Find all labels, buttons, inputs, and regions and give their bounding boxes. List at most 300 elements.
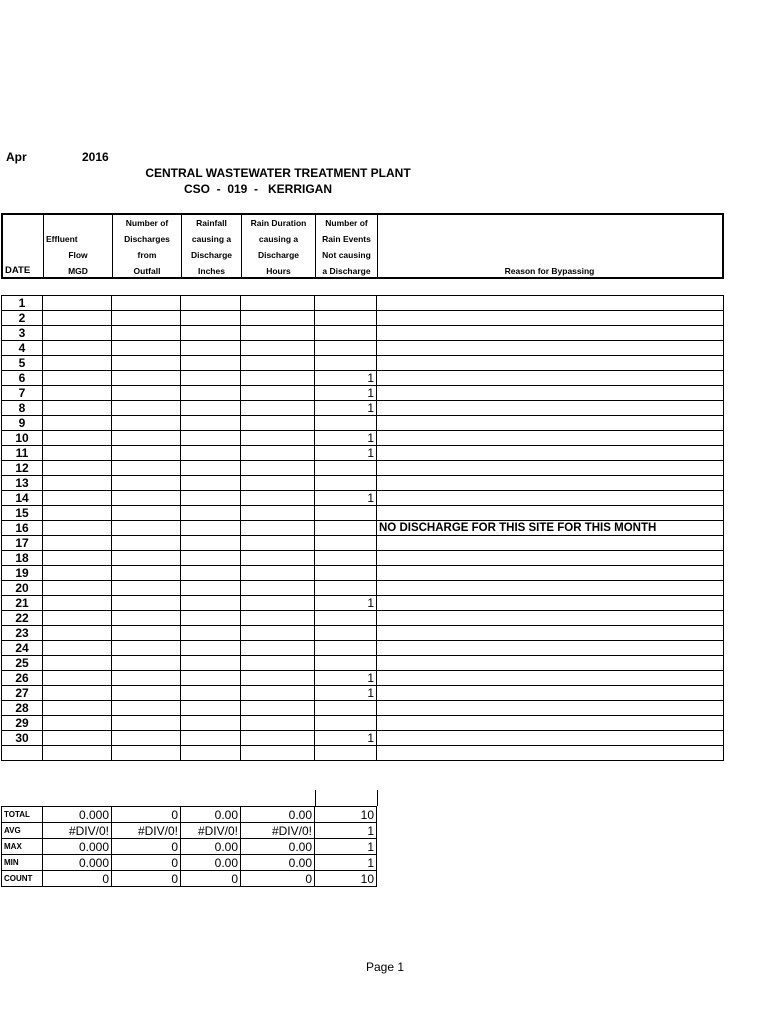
rainfall-cell: [181, 566, 241, 581]
events-cell: 1: [315, 386, 377, 401]
events-cell: [315, 581, 377, 596]
report-month: Apr: [6, 150, 27, 164]
rainfall-cell: [181, 431, 241, 446]
duration-cell: [241, 536, 315, 551]
stats-events: 10: [315, 807, 377, 823]
rainfall-cell: [181, 401, 241, 416]
column-header-line: from: [137, 250, 157, 260]
rainfall-cell: [181, 611, 241, 626]
flow-cell: [43, 461, 112, 476]
reason-cell: [377, 611, 724, 626]
discharges-cell: [112, 701, 181, 716]
stats-rainfall: 0: [181, 871, 241, 887]
column-header-line: DATE: [5, 265, 31, 276]
stats-events: 10: [315, 871, 377, 887]
stats-label: MAX: [2, 839, 43, 855]
column-header-6: [378, 215, 721, 277]
stats-rainfall: #DIV/0!: [181, 823, 241, 839]
day-cell: 12: [2, 461, 43, 476]
table-row: [2, 416, 724, 431]
column-header-line: [44, 215, 112, 231]
column-header-line: [5, 215, 43, 231]
table-row: [2, 326, 724, 341]
discharges-cell: [112, 521, 181, 536]
duration-cell: [241, 656, 315, 671]
flow-cell: [43, 341, 112, 356]
day-cell: 2: [2, 311, 43, 326]
reason-cell: [377, 476, 724, 491]
table-row: [2, 356, 724, 371]
table-row: [2, 401, 724, 416]
duration-cell: [241, 566, 315, 581]
discharges-cell: [112, 626, 181, 641]
discharges-cell: [112, 536, 181, 551]
flow-cell: [43, 641, 112, 656]
column-header-line: [5, 231, 43, 247]
table-row: [2, 746, 724, 761]
events-cell: [315, 521, 377, 536]
stats-flow: #DIV/0!: [43, 823, 112, 839]
table-row: [2, 476, 724, 491]
column-header-line: Rainfall: [196, 218, 227, 228]
duration-cell: [241, 341, 315, 356]
discharges-cell: [112, 716, 181, 731]
flow-cell: [43, 626, 112, 641]
events-cell: 1: [315, 401, 377, 416]
column-header-line: Rain Duration: [250, 218, 307, 228]
rainfall-cell: [181, 476, 241, 491]
reason-cell: [377, 686, 724, 701]
events-cell: [315, 461, 377, 476]
stats-rainfall: 0.00: [181, 807, 241, 823]
events-cell: [315, 416, 377, 431]
duration-cell: [241, 521, 315, 536]
rainfall-cell: [181, 311, 241, 326]
duration-cell: [241, 356, 315, 371]
stats-flow: 0: [43, 871, 112, 887]
duration-cell: [241, 506, 315, 521]
flow-cell: [43, 311, 112, 326]
stats-discharges: 0: [112, 807, 181, 823]
rainfall-cell: [181, 356, 241, 371]
flow-cell: [43, 476, 112, 491]
events-cell: 1: [315, 431, 377, 446]
duration-cell: [241, 671, 315, 686]
day-cell: 16: [2, 521, 43, 536]
reason-cell: NO DISCHARGE FOR THIS SITE FOR THIS MONTH: [377, 521, 724, 536]
duration-cell: [241, 296, 315, 311]
table-row: [2, 551, 724, 566]
discharges-cell: [112, 386, 181, 401]
events-cell: 1: [315, 671, 377, 686]
stats-label: TOTAL: [2, 807, 43, 823]
column-header-2: [113, 215, 182, 277]
flow-cell: [43, 356, 112, 371]
table-row: [2, 626, 724, 641]
rainfall-cell: [181, 296, 241, 311]
rainfall-cell: [181, 656, 241, 671]
duration-cell: [241, 626, 315, 641]
table-row: [2, 431, 724, 446]
rainfall-cell: [181, 641, 241, 656]
stats-rainfall: 0.00: [181, 855, 241, 871]
discharges-cell: [112, 356, 181, 371]
table-row: [2, 446, 724, 461]
discharges-cell: [112, 686, 181, 701]
discharges-cell: [112, 746, 181, 761]
day-cell: 4: [2, 341, 43, 356]
column-header-line: [378, 215, 721, 231]
table-row: [2, 716, 724, 731]
rainfall-cell: [181, 746, 241, 761]
discharges-cell: [112, 461, 181, 476]
events-cell: [315, 611, 377, 626]
column-header-line: Reason for Bypassing: [504, 266, 595, 276]
stats-label: MIN: [2, 855, 43, 871]
table-row: [2, 536, 724, 551]
rainfall-cell: [181, 581, 241, 596]
day-cell: 7: [2, 386, 43, 401]
column-header-line: [378, 231, 721, 247]
rainfall-cell: [181, 371, 241, 386]
events-cell: [315, 566, 377, 581]
flow-cell: [43, 731, 112, 746]
discharges-cell: [112, 446, 181, 461]
table-row: [2, 371, 724, 386]
table-row: [2, 581, 724, 596]
reason-cell: [377, 371, 724, 386]
table-row: [2, 491, 724, 506]
rainfall-cell: [181, 416, 241, 431]
stats-rainfall: 0.00: [181, 839, 241, 855]
duration-cell: [241, 386, 315, 401]
day-cell: 24: [2, 641, 43, 656]
reason-cell: [377, 326, 724, 341]
duration-cell: [241, 551, 315, 566]
summary-stats-table: [1, 806, 377, 887]
events-cell: [315, 716, 377, 731]
discharges-cell: [112, 311, 181, 326]
discharges-cell: [112, 551, 181, 566]
rainfall-cell: [181, 551, 241, 566]
table-row: [2, 521, 724, 536]
stats-row: [2, 871, 377, 887]
reason-cell: [377, 386, 724, 401]
flow-cell: [43, 416, 112, 431]
reason-cell: [377, 581, 724, 596]
events-cell: [315, 536, 377, 551]
flow-cell: [43, 611, 112, 626]
flow-cell: [43, 446, 112, 461]
duration-cell: [241, 746, 315, 761]
day-cell: 1: [2, 296, 43, 311]
stats-flow: 0.000: [43, 855, 112, 871]
column-header-line: Rain Events: [322, 234, 371, 244]
reason-cell: [377, 641, 724, 656]
events-cell: [315, 551, 377, 566]
events-cell: 1: [315, 596, 377, 611]
stats-duration: 0.00: [241, 855, 315, 871]
flow-cell: [43, 596, 112, 611]
table-row: [2, 461, 724, 476]
rainfall-cell: [181, 326, 241, 341]
column-header-line: Effluent: [46, 234, 78, 244]
flow-cell: [43, 746, 112, 761]
column-header-line: Discharge: [257, 250, 300, 260]
flow-cell: [43, 326, 112, 341]
rainfall-cell: [181, 341, 241, 356]
events-cell: 1: [315, 446, 377, 461]
events-cell: [315, 656, 377, 671]
column-header-line: Hours: [266, 266, 291, 276]
table-row: [2, 641, 724, 656]
stats-label: AVG: [2, 823, 43, 839]
discharges-cell: [112, 581, 181, 596]
column-header-line: [378, 247, 721, 263]
duration-cell: [241, 491, 315, 506]
flow-cell: [43, 701, 112, 716]
column-header-line: MGD: [68, 266, 88, 276]
duration-cell: [241, 311, 315, 326]
reason-cell: [377, 716, 724, 731]
discharges-cell: [112, 596, 181, 611]
discharges-cell: [112, 416, 181, 431]
flow-cell: [43, 581, 112, 596]
flow-cell: [43, 386, 112, 401]
column-header-line: a Discharge: [322, 266, 371, 276]
events-cell: [315, 701, 377, 716]
duration-cell: [241, 596, 315, 611]
day-cell: 5: [2, 356, 43, 371]
events-column-connector: [315, 790, 378, 806]
discharges-cell: [112, 611, 181, 626]
stats-duration: 0.00: [241, 807, 315, 823]
table-row: [2, 506, 724, 521]
rainfall-cell: [181, 626, 241, 641]
duration-cell: [241, 431, 315, 446]
duration-cell: [241, 701, 315, 716]
duration-cell: [241, 416, 315, 431]
day-cell: 10: [2, 431, 43, 446]
reason-cell: [377, 551, 724, 566]
stats-label: COUNT: [2, 871, 43, 887]
day-cell: 29: [2, 716, 43, 731]
column-header-line: Not causing: [322, 250, 371, 260]
reason-cell: [377, 431, 724, 446]
day-cell: 27: [2, 686, 43, 701]
flow-cell: [43, 536, 112, 551]
reason-cell: [377, 731, 724, 746]
column-header-line: Inches: [198, 266, 225, 276]
duration-cell: [241, 581, 315, 596]
column-header-line: causing a: [258, 234, 299, 244]
stats-discharges: 0: [112, 855, 181, 871]
reason-cell: [377, 671, 724, 686]
column-header-line: Discharges: [124, 234, 170, 244]
rainfall-cell: [181, 461, 241, 476]
reason-cell: [377, 461, 724, 476]
stats-row: [2, 823, 377, 839]
column-header-4: [242, 215, 316, 277]
column-header-box: [1, 213, 724, 279]
discharges-cell: [112, 566, 181, 581]
discharges-cell: [112, 641, 181, 656]
rainfall-cell: [181, 521, 241, 536]
duration-cell: [241, 731, 315, 746]
day-cell: 28: [2, 701, 43, 716]
daily-log-table: [1, 295, 724, 761]
duration-cell: [241, 326, 315, 341]
stats-events: 1: [315, 855, 377, 871]
flow-cell: [43, 296, 112, 311]
reason-cell: [377, 341, 724, 356]
rainfall-cell: [181, 671, 241, 686]
rainfall-cell: [181, 536, 241, 551]
stats-row: [2, 807, 377, 823]
events-cell: 1: [315, 731, 377, 746]
table-row: [2, 386, 724, 401]
stats-flow: 0.000: [43, 839, 112, 855]
discharges-cell: [112, 371, 181, 386]
reason-cell: [377, 356, 724, 371]
duration-cell: [241, 716, 315, 731]
reason-cell: [377, 506, 724, 521]
column-header-5: [316, 215, 378, 277]
column-header-line: Flow: [68, 250, 88, 260]
events-cell: [315, 626, 377, 641]
table-row: [2, 341, 724, 356]
table-row: [2, 731, 724, 746]
flow-cell: [43, 371, 112, 386]
flow-cell: [43, 401, 112, 416]
duration-cell: [241, 461, 315, 476]
stats-discharges: 0: [112, 839, 181, 855]
rainfall-cell: [181, 386, 241, 401]
rainfall-cell: [181, 506, 241, 521]
events-cell: [315, 341, 377, 356]
flow-cell: [43, 491, 112, 506]
reason-cell: [377, 746, 724, 761]
discharges-cell: [112, 296, 181, 311]
events-cell: [315, 311, 377, 326]
stats-duration: 0: [241, 871, 315, 887]
rainfall-cell: [181, 716, 241, 731]
reason-cell: [377, 596, 724, 611]
reason-cell: [377, 491, 724, 506]
discharges-cell: [112, 326, 181, 341]
events-cell: [315, 641, 377, 656]
stats-discharges: #DIV/0!: [112, 823, 181, 839]
discharges-cell: [112, 731, 181, 746]
stats-discharges: 0: [112, 871, 181, 887]
stats-row: [2, 839, 377, 855]
reason-cell: [377, 401, 724, 416]
table-row: [2, 701, 724, 716]
discharges-cell: [112, 656, 181, 671]
table-row: [2, 311, 724, 326]
flow-cell: [43, 656, 112, 671]
discharges-cell: [112, 491, 181, 506]
events-cell: [315, 476, 377, 491]
column-header-line: Outfall: [133, 266, 161, 276]
day-cell: 6: [2, 371, 43, 386]
reason-cell: [377, 446, 724, 461]
day-cell: 25: [2, 656, 43, 671]
table-row: [2, 656, 724, 671]
events-cell: 1: [315, 686, 377, 701]
column-header-line: Number of: [325, 218, 368, 228]
duration-cell: [241, 611, 315, 626]
rainfall-cell: [181, 446, 241, 461]
events-cell: [315, 326, 377, 341]
day-cell: 17: [2, 536, 43, 551]
events-cell: 1: [315, 491, 377, 506]
reason-cell: [377, 626, 724, 641]
column-header-line: Number of: [125, 218, 169, 228]
reason-cell: [377, 311, 724, 326]
reason-cell: [377, 701, 724, 716]
reason-cell: [377, 536, 724, 551]
discharges-cell: [112, 401, 181, 416]
day-cell: 19: [2, 566, 43, 581]
table-row: [2, 596, 724, 611]
day-cell: 15: [2, 506, 43, 521]
day-cell: 30: [2, 731, 43, 746]
rainfall-cell: [181, 731, 241, 746]
column-header-0: [3, 215, 44, 277]
table-row: [2, 686, 724, 701]
stats-events: 1: [315, 823, 377, 839]
flow-cell: [43, 521, 112, 536]
duration-cell: [241, 686, 315, 701]
duration-cell: [241, 476, 315, 491]
day-cell: 3: [2, 326, 43, 341]
stats-row: [2, 855, 377, 871]
table-row: [2, 296, 724, 311]
duration-cell: [241, 401, 315, 416]
discharges-cell: [112, 671, 181, 686]
column-header-line: Discharge: [190, 250, 233, 260]
table-row: [2, 671, 724, 686]
duration-cell: [241, 641, 315, 656]
flow-cell: [43, 716, 112, 731]
events-cell: 1: [315, 371, 377, 386]
reason-cell: [377, 566, 724, 581]
flow-cell: [43, 686, 112, 701]
column-header-line: causing a: [191, 234, 232, 244]
duration-cell: [241, 446, 315, 461]
reason-cell: [377, 296, 724, 311]
stats-events: 1: [315, 839, 377, 855]
stats-duration: #DIV/0!: [241, 823, 315, 839]
table-row: [2, 566, 724, 581]
rainfall-cell: [181, 491, 241, 506]
reason-cell: [377, 416, 724, 431]
discharges-cell: [112, 506, 181, 521]
day-cell: 21: [2, 596, 43, 611]
day-cell: 14: [2, 491, 43, 506]
flow-cell: [43, 431, 112, 446]
day-cell: 23: [2, 626, 43, 641]
rainfall-cell: [181, 596, 241, 611]
flow-cell: [43, 506, 112, 521]
stats-duration: 0.00: [241, 839, 315, 855]
column-header-1: [44, 215, 113, 277]
events-cell: [315, 356, 377, 371]
report-title: CENTRAL WASTEWATER TREATMENT PLANT: [145, 166, 411, 180]
report-subtitle: CSO - 019 - KERRIGAN: [183, 182, 333, 196]
report-year: 2016: [82, 150, 109, 164]
